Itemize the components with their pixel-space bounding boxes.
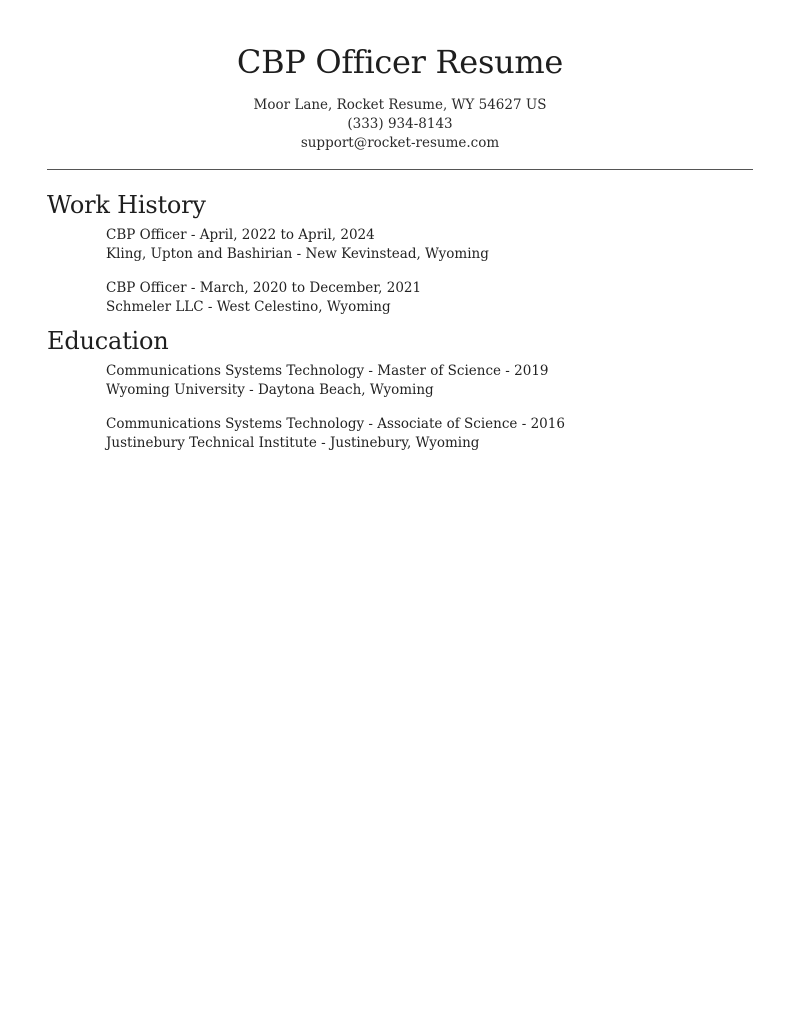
education-heading: Education [47, 327, 169, 355]
education-entries [47, 362, 753, 452]
resume-title: CBP Officer Resume [236, 43, 564, 81]
contact-info [47, 96, 753, 153]
education-entry [106, 415, 753, 452]
education-entry-school: Wyoming University - Daytona Beach, Wyoming [106, 381, 434, 398]
header-divider [47, 169, 753, 170]
resume-header [47, 0, 753, 153]
work-entry [106, 279, 753, 316]
contact-address: Moor Lane, Rocket Resume, WY 54627 US [253, 97, 547, 113]
work-entry-employer: Schmeler LLC - West Celestino, Wyoming [106, 298, 391, 315]
resume-page [47, 0, 753, 452]
education-entry-degree: Communications Systems Technology - Associate of Science - 2016 [106, 416, 565, 432]
education-entry-school: Justinebury Technical Institute - Justinebury, Wyoming [106, 434, 480, 451]
work-history-section [47, 190, 753, 316]
contact-phone: (333) 934-8143 [347, 116, 453, 132]
work-entry [106, 226, 753, 263]
work-entry-title: CBP Officer - April, 2022 to April, 2024 [106, 227, 375, 243]
education-entry [106, 362, 753, 399]
education-entry-degree: Communications Systems Technology - Master of Science - 2019 [106, 363, 549, 379]
work-entry-title: CBP Officer - March, 2020 to December, 2021 [106, 280, 422, 296]
work-history-heading: Work History [47, 191, 206, 219]
work-history-entries [47, 226, 753, 316]
work-entry-employer: Kling, Upton and Bashirian - New Kevinstead, Wyoming [106, 245, 489, 262]
contact-email: support@rocket-resume.com [300, 135, 500, 151]
education-section [47, 326, 753, 452]
